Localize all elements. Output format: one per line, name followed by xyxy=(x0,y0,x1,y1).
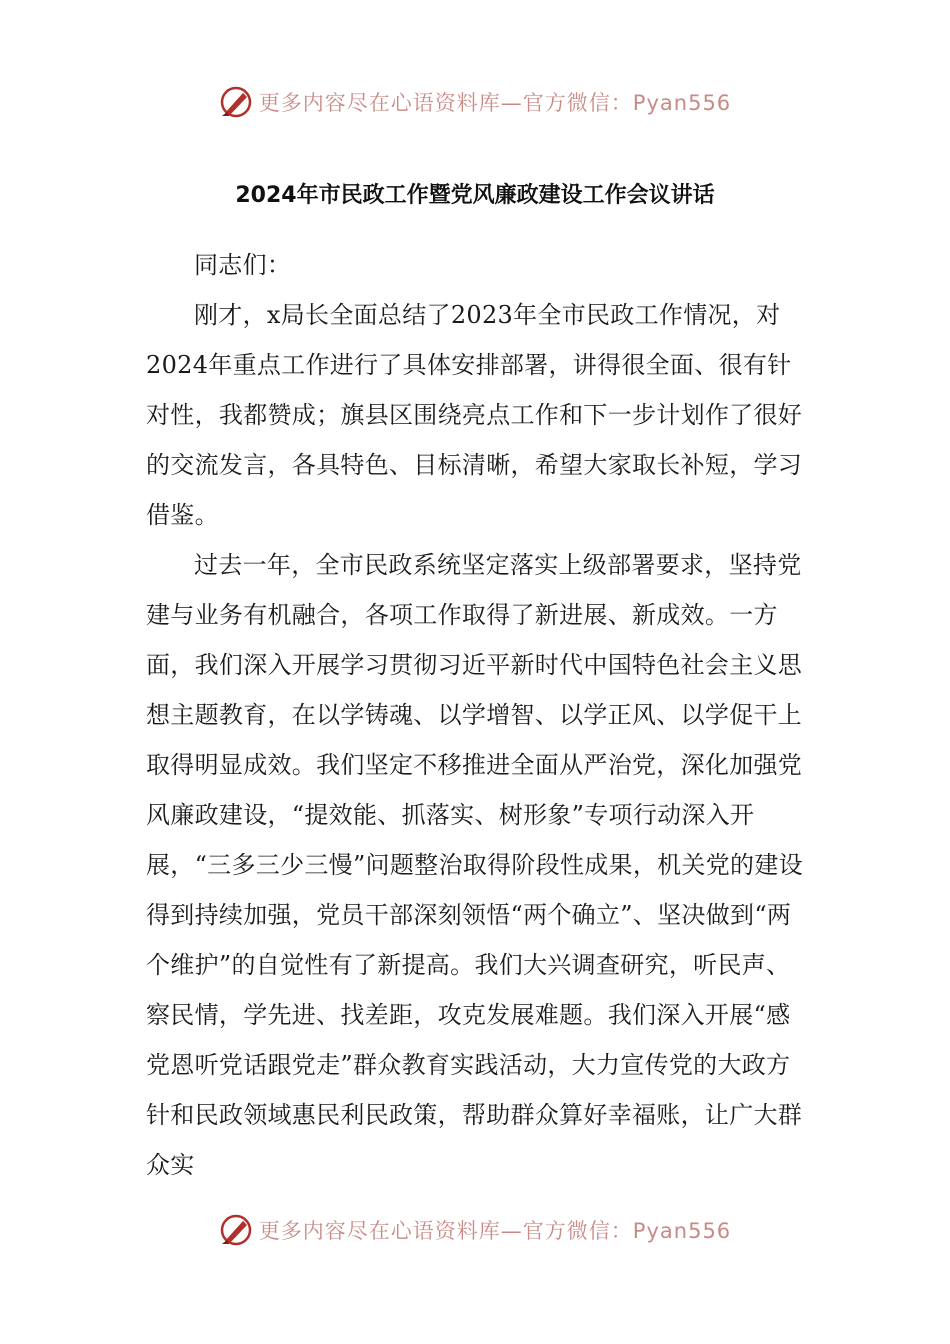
paragraph: 过去一年，全市民政系统坚定落实上级部署要求，坚持党建与业务有机融合，各项工作取得了新进展、新成效。一方面，我们深入开展学习贯彻习近平新时代中国特色社会主义思想主题教育，在以学铸魂、以学增智、以学正风、以学促干上取得明显成效。我们坚定不移推进全面从严治党，深化加强党风廉政建设，“提效能、抓落实、树形象”专项行动深入开展，“三多三少三慢”问题整治取得阶段性成果，机关党的建设得到持续加强，党员干部深刻领悟“两个确立”、坚决做到“两个维护”的自觉性有了新提高。我们大兴调查研究，听民声、察民情，学先进、找差距，攻克发展难题。我们深入开展“感党恩听党话跟党走”群众教育实践活动，大力宣传党的大政方针和民政领域惠民利民政策，帮助群众算好幸福账，让广大群众实 xyxy=(146,551,803,1179)
document-title: 2024年市民政工作暨党风廉政建设工作会议讲话 xyxy=(235,183,715,208)
document-body xyxy=(146,240,806,1190)
watermark-text: 更多内容尽在心语资料库—官方微信：Pyan556 xyxy=(258,1219,732,1243)
greeting: 同志们： xyxy=(194,251,292,279)
pen-logo-icon xyxy=(219,85,253,119)
watermark-header xyxy=(0,82,950,122)
watermark-footer xyxy=(0,1210,950,1250)
paragraph: 刚才，x局长全面总结了2023年全市民政工作情况，对2024年重点工作进行了具体安排部署，讲得很全面、很有针对性，我都赞成；旗县区围绕亮点工作和下一步计划作了很好的交流发言，各具特色、目标清晰，希望大家取长补短，学习借鉴。 xyxy=(146,301,803,529)
watermark-text: 更多内容尽在心语资料库—官方微信：Pyan556 xyxy=(258,91,732,115)
pen-logo-icon xyxy=(219,1213,253,1247)
